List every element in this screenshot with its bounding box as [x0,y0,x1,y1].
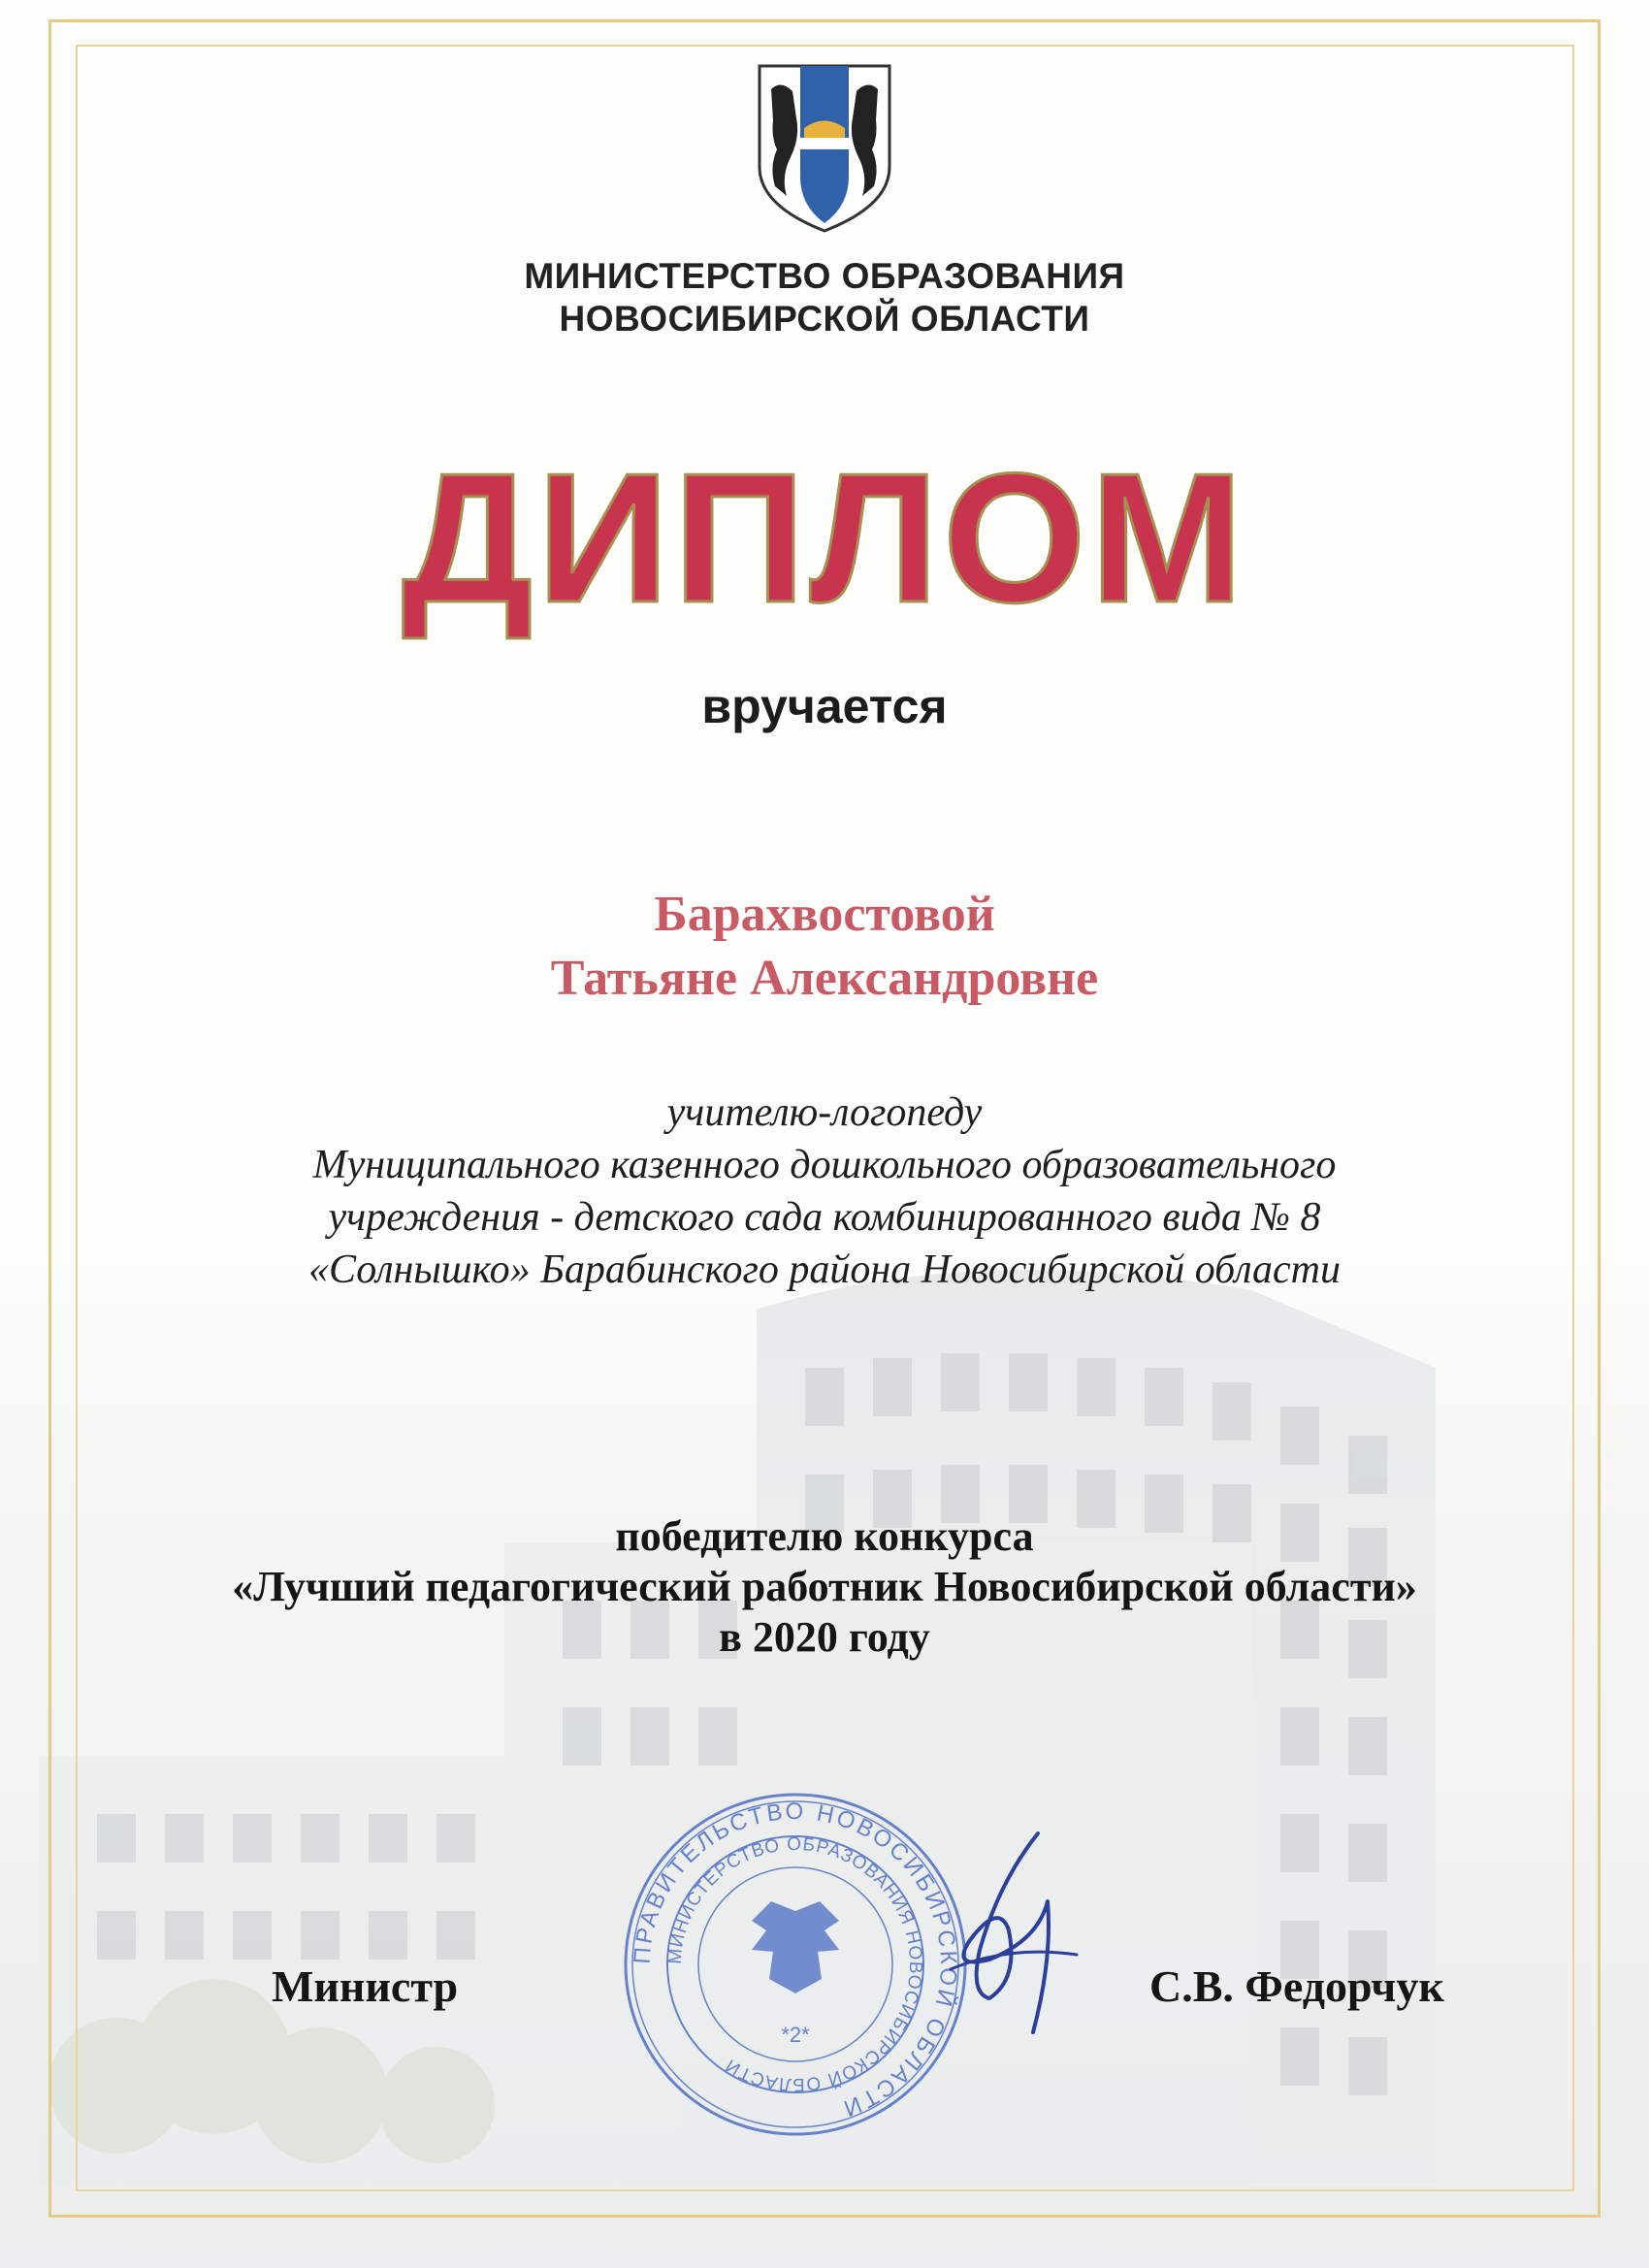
recipient-first-name: Татьяне Александровне [550,951,1099,1006]
contest-line-2: «Лучший педагогический работник Новосибирской области» [232,1563,1417,1610]
contest-line-1: победителю конкурса [615,1512,1034,1560]
recipient-name [0,883,1649,1011]
diploma-title: ДИПЛОМ [402,436,1247,641]
signatory-role: Министр [272,1961,459,2011]
contest-line-3: в 2020 году [719,1613,930,1661]
position-line-3: учреждения - детского сада комбинированного вида № 8 [328,1195,1321,1240]
ministry-line-1: МИНИСТЕРСТВО ОБРАЗОВАНИЯ [524,256,1125,296]
stamp-number: *2* [781,2023,810,2047]
recipient-surname: Барахвостовой [654,887,995,942]
signature-image [931,1824,1096,2047]
position-line-2: Муниципального казенного дошкольного образовательного [312,1143,1337,1187]
signatory-name: С.В. Федорчук [1149,1961,1444,2011]
stamp-outer-text: ПРАВИТЕЛЬСТВО НОВОСИБИРСКОЙ ОБЛАСТИ [629,1798,962,2122]
position-line-1: учителю-логопеду [666,1090,983,1135]
stamp-inner-text: МИНИСТЕРСТВО ОБРАЗОВАНИЯ НОВОСИБИРСКОЙ ОБЛАСТИ [664,1833,926,2095]
coat-of-arms-icon [752,60,897,235]
awarded-text: вручается [701,679,948,733]
recipient-position [0,1086,1649,1296]
position-line-4: «Солнышко» Барабинского района Новосибирской области [307,1247,1342,1292]
contest-description [0,1511,1649,1663]
ministry-name [0,255,1649,340]
ministry-line-2: НОВОСИБИРСКОЙ ОБЛАСТИ [559,299,1090,339]
official-stamp [616,1785,975,2144]
